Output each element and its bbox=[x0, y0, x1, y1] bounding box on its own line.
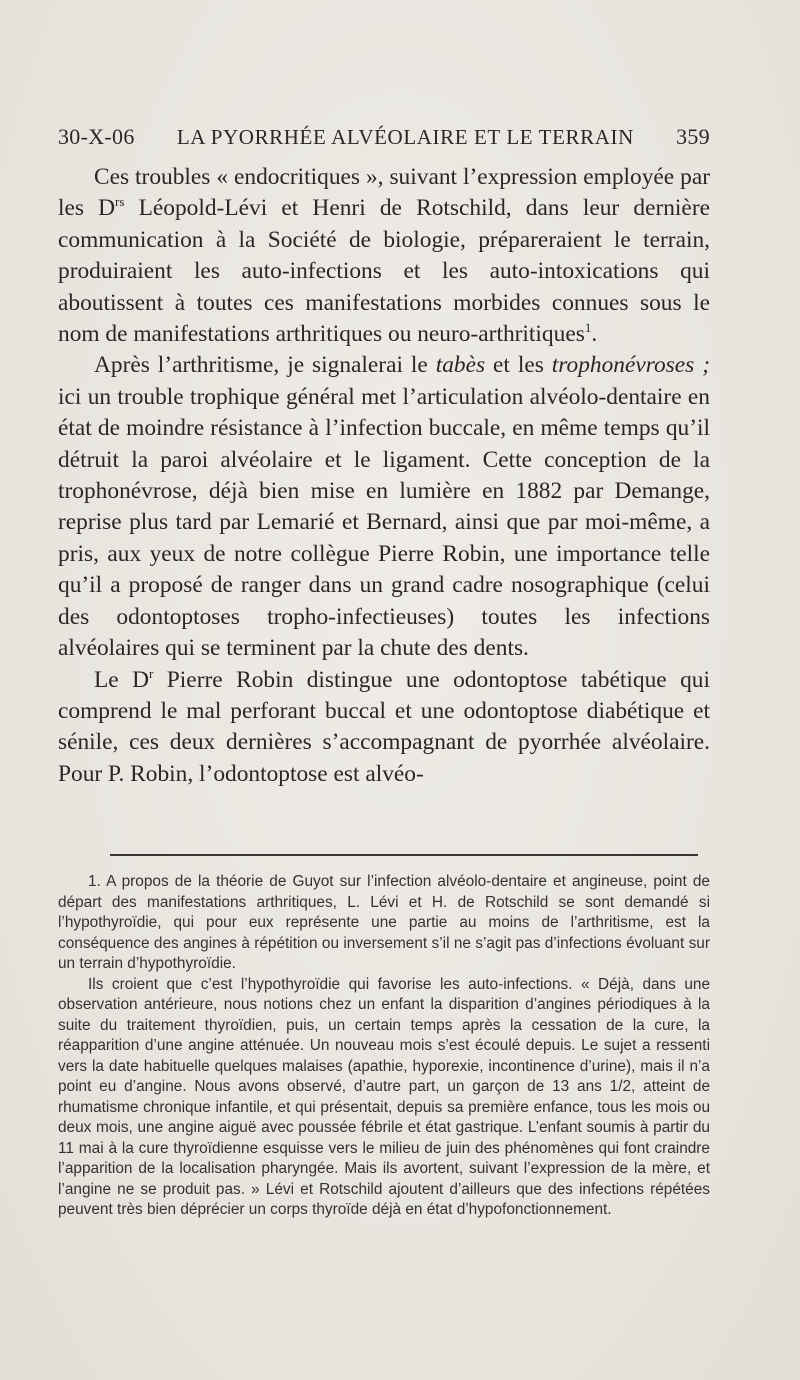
paragraph-1-text-b: Léopold-Lévi et Henri de Rotschild, dans leur dernière communication à la Société de biologie, prépareraient le terrain, produiraient les auto-infections et les auto-intoxications qui aboutissent à toutes ces manifestations morbides connues sous le nom de manifestations arthritiques ou neuro-arthritiques bbox=[58, 195, 710, 348]
paragraph-2-italic-trophonevroses: trophonévroses ; bbox=[551, 352, 710, 379]
footnote-reference: 1 bbox=[584, 320, 592, 336]
footnote-separator-rule bbox=[110, 854, 698, 856]
title-abbrev-superscript: r bbox=[149, 665, 154, 681]
footnotes bbox=[58, 872, 710, 1221]
body-text bbox=[58, 162, 710, 790]
paragraph-2 bbox=[58, 350, 710, 664]
footnote-1-continuation: Ils croient que c’est l’hypothyroïdie qui favorise les auto-infections. « Déjà, dans une observation antérieure, nous notions chez un enfant la disparition d’angines périodiques à la suite du traitement thyroïdien, puis, un certain temps après la cessation de la cure, la réapparition d’une angine atténuée. Un nouveau mois s’est écoulé depuis. Le sujet a ressenti vers la date habituelle quelques malaises (apathie, hyporexie, incontinence d’urine), mais il n’a point eu d’angine. Nous avons observé, d’autre part, un garçon de 13 ans 1/2, atteint de rhumatisme chronique infantile, et qui présentait, depuis sa première enfance, tous les mois ou deux mois, une angine aiguë avec poussée fébrile et état gastrique. L’enfant soumis à partir du 11 mai à la cure thyroïdienne esquisse vers le milieu de juin des phénomènes qui font craindre l’apparition de la localisation pharyngée. Mais ils avortent, suivant l’expression de la mère, et l’angine ne se produit pas. » Lévi et Rotschild ajoutent d’ailleurs que des infections répétées peuvent très bien déprécier un corps thyroïde déjà en état d’hypofonctionnement. bbox=[58, 975, 710, 1218]
paragraph-2-text-a: Après l’arthritisme, je signalerai le bbox=[94, 352, 436, 379]
paragraph-1-text-a: Ces troubles « endocritiques », suivant l’expression employée par les D bbox=[58, 164, 710, 222]
page-number: 359 bbox=[676, 124, 710, 149]
paragraph-2-text-c: ici un trouble trophique général met l’articulation alvéolo-dentaire en état de moindre résistance à l’infection buccale, en même temps qu’il détruit la paroi alvéolaire et le ligament. Cette conception de la trophonévrose, déjà bien mise en lumière en 1882 par Demange, reprise plus tard par Lemarié et Bernard, ainsi que par moi-même, a pris, aux yeux de notre collègue Pierre Robin, une importance telle qu’il a proposé de ranger dans un grand cadre nosographique (celui des odontoptoses tropho-infectieuses) toutes les infections alvéolaires qui se terminent par la chute des dents. bbox=[58, 383, 710, 662]
running-head bbox=[58, 124, 710, 158]
running-head-title: LA PYORRHÉE ALVÉOLAIRE ET LE TERRAIN bbox=[176, 125, 634, 149]
paragraph-2-italic-tabes: tabès bbox=[435, 352, 486, 379]
paragraph-3 bbox=[58, 665, 710, 791]
paragraph-3-text-b: Pierre Robin distingue une odontoptose tabétique qui comprend le mal perforant buccal et une odontoptose diabétique et sénile, ces deux dernières s’accompagnant de pyorrhée alvéolaire. Pour P. Robin, l’odontoptose est alvéo- bbox=[58, 666, 710, 787]
paragraph-1 bbox=[58, 162, 710, 350]
running-head-date: 30-X-06 bbox=[58, 124, 135, 149]
title-abbrev-superscript: rs bbox=[115, 194, 125, 210]
paragraph-1-text-c: . bbox=[591, 321, 598, 348]
paragraph-3-text-a: Le D bbox=[94, 666, 150, 693]
paragraph-2-text-b: et les bbox=[485, 352, 552, 379]
footnote-1: 1. A propos de la théorie de Guyot sur l’infection alvéolo-dentaire et angineuse, point de départ des manifestations arthritiques, L. Lévi et H. de Rotschild se sont demandé si l’hypothyroïdie, qui pour eux représente une partie au moins de l’arthritisme, est la conséquence des angines à répétition ou inversement s’il ne s’agit pas d’infections évoluant sur un terrain d’hypothyroïdie. bbox=[58, 873, 710, 972]
